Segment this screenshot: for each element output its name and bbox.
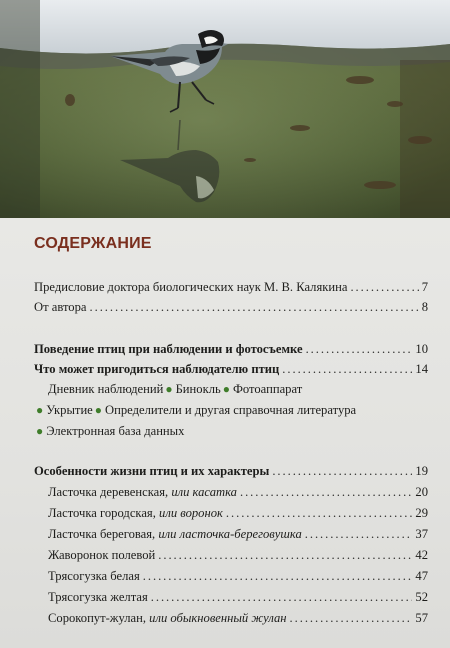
species-name: Ласточка деревенская, xyxy=(48,485,169,499)
equipment-item: Фотоаппарат xyxy=(232,382,303,396)
leader-dots xyxy=(272,463,412,479)
leader-dots xyxy=(240,484,412,500)
toc-entry-species[interactable] xyxy=(48,589,428,605)
bullet-icon: ● xyxy=(165,382,173,396)
toc-entry-preface[interactable] xyxy=(34,279,428,295)
toc-entry-species[interactable] xyxy=(48,526,428,542)
cover-photo xyxy=(0,0,450,218)
bullet-icon: ● xyxy=(36,403,44,417)
species-alt-name: или ласточка-береговушка xyxy=(158,527,302,541)
toc-entry-title: Особенности жизни птиц и их характеры xyxy=(34,464,270,478)
toc-entry-page: 10 xyxy=(415,342,428,356)
toc-entry-species[interactable] xyxy=(48,484,428,500)
leader-dots xyxy=(305,526,413,542)
species-name: Сорокопут-жулан, xyxy=(48,611,147,625)
leader-dots xyxy=(282,361,412,377)
species-name: Ласточка городская, xyxy=(48,506,156,520)
bullet-icon: ● xyxy=(36,424,44,438)
toc-entry-page: 8 xyxy=(421,300,428,314)
toc-entry-page: 37 xyxy=(415,527,428,541)
toc-entry-author[interactable] xyxy=(34,299,428,315)
toc-entry-page: 20 xyxy=(415,485,428,499)
toc-entry-species[interactable] xyxy=(48,547,428,563)
toc-entry-page: 19 xyxy=(415,464,428,478)
toc-entry-page: 57 xyxy=(415,611,428,625)
toc-entry-page: 29 xyxy=(415,506,428,520)
bullet-icon: ● xyxy=(222,382,230,396)
species-alt-name: или воронок xyxy=(159,506,223,520)
toc-entry-page: 47 xyxy=(415,569,428,583)
equipment-line-2 xyxy=(34,402,356,418)
toc-entry-title: Что может пригодиться наблюдателю птиц xyxy=(34,362,280,376)
page-title: СОДЕРЖАНИЕ xyxy=(34,235,152,252)
toc-entry-title: Предисловие доктора биологических наук М. В. Калякина xyxy=(34,280,348,294)
equipment-item: Дневник наблюдений xyxy=(48,382,164,396)
species-name: Жаворонок полевой xyxy=(48,548,156,562)
toc-entry-species[interactable] xyxy=(48,568,428,584)
equipment-line-3 xyxy=(34,423,184,439)
leader-dots xyxy=(151,589,413,605)
toc-entry-behavior[interactable] xyxy=(34,341,428,357)
toc-entry-page: 52 xyxy=(415,590,428,604)
toc-entry-species[interactable] xyxy=(48,610,428,626)
toc-entry-title: От автора xyxy=(34,300,87,314)
bullet-icon: ● xyxy=(94,403,103,417)
species-alt-name: или обыкновенный жулан xyxy=(149,611,287,625)
toc-entry-title: Поведение птиц при наблюдении и фотосъемке xyxy=(34,342,303,356)
species-alt-name: или касатка xyxy=(171,485,237,499)
leader-dots xyxy=(350,279,418,295)
equipment-line-1 xyxy=(48,381,302,397)
species-name: Ласточка береговая, xyxy=(48,527,156,541)
toc-entry-page: 14 xyxy=(415,362,428,376)
toc-entry-equipment[interactable] xyxy=(34,361,428,377)
equipment-item: Электронная база данных xyxy=(46,424,185,438)
species-name: Трясогузка желтая xyxy=(48,590,148,604)
leader-dots xyxy=(158,547,412,563)
toc-entry-page: 42 xyxy=(415,548,428,562)
leader-dots xyxy=(306,341,413,357)
toc-entry-species[interactable] xyxy=(48,505,428,521)
species-name: Трясогузка белая xyxy=(48,569,140,583)
toc-entry-page: 7 xyxy=(421,280,428,294)
equipment-item: Определители и другая справочная литература xyxy=(105,403,357,417)
leader-dots xyxy=(290,610,413,626)
leader-dots xyxy=(90,299,419,315)
equipment-item: Укрытие xyxy=(46,403,93,417)
toc-entry-features[interactable] xyxy=(34,463,428,479)
wagtail-photo xyxy=(0,0,450,218)
equipment-item: Бинокль xyxy=(175,382,221,396)
leader-dots xyxy=(143,568,413,584)
leader-dots xyxy=(226,505,413,521)
